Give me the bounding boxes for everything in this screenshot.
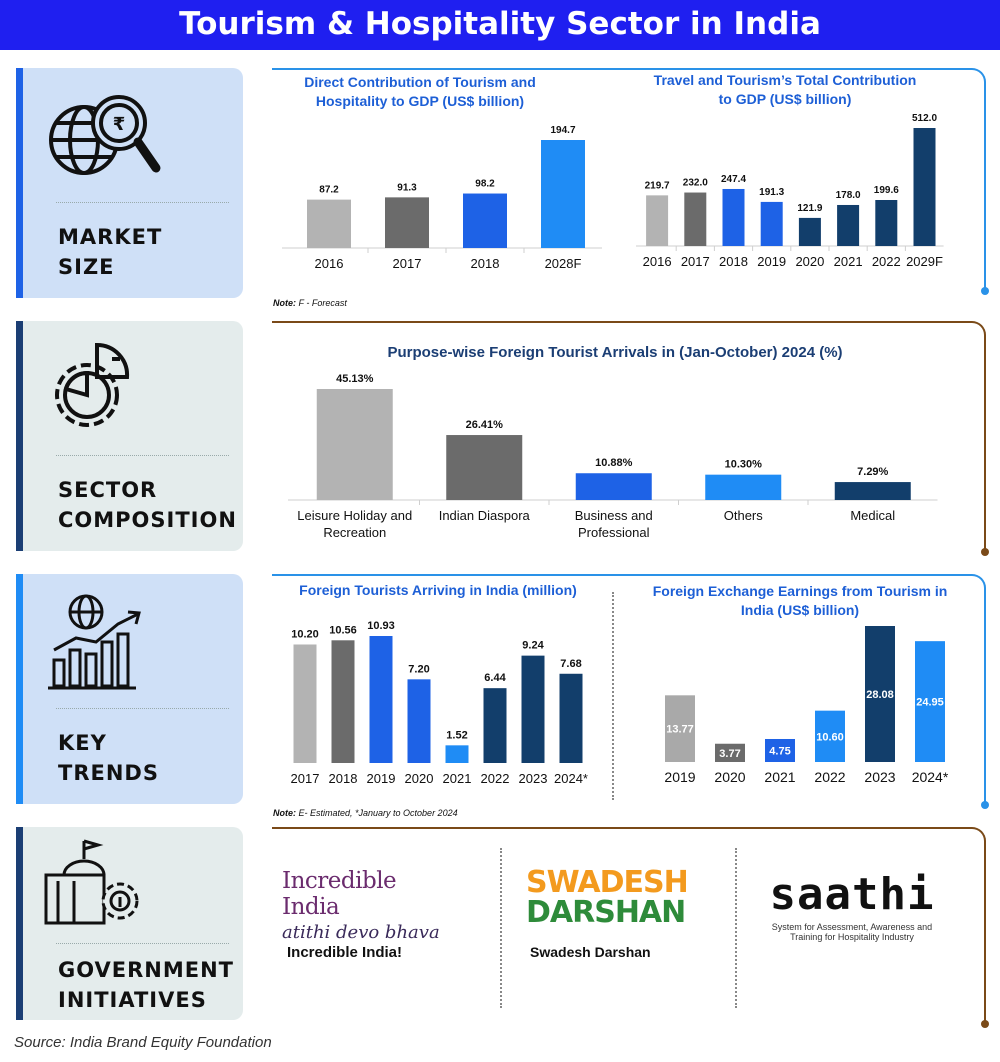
page-title: Tourism & Hospitality Sector in India <box>179 6 821 42</box>
saathi-logo-text: saathi <box>769 869 935 920</box>
data-label: 10.60 <box>816 731 844 744</box>
tick-label: 2023 <box>864 769 896 785</box>
tick-label: 2017 <box>392 256 422 271</box>
tick-label: 2022 <box>480 771 510 786</box>
data-label: 194.7 <box>550 125 576 136</box>
bar <box>307 200 351 248</box>
chart-title-forex-earnings <box>650 582 950 620</box>
data-label: 10.88% <box>595 457 633 470</box>
swadesh-darshan-caption: Swadesh Darshan <box>530 944 651 960</box>
chart-title-foreign-arrivals <box>282 581 594 600</box>
data-label: 178.0 <box>835 189 861 201</box>
bar <box>914 128 936 246</box>
row-divider <box>56 202 229 203</box>
bar <box>799 218 821 246</box>
data-label: 10.30% <box>724 458 762 471</box>
tick-label: 2016 <box>642 254 672 269</box>
data-label: 7.29% <box>857 466 889 479</box>
swadesh-logo-text: SWADESH <box>526 865 688 900</box>
data-label: 121.9 <box>797 202 823 214</box>
atithi-devo-bhava-text: atithi devo bhava <box>282 922 440 943</box>
incredible-india-logo-text: Incredible India <box>282 868 397 920</box>
row-panel-key-trends <box>16 574 243 804</box>
tick-label: 2022 <box>871 254 901 269</box>
row-label-sector-composition: SECTOR COMPOSITION <box>58 478 237 532</box>
tick-label: 2024* <box>911 769 949 785</box>
row-divider <box>56 943 229 944</box>
data-label: 7.20 <box>408 663 430 676</box>
bar <box>317 389 393 500</box>
tick-label: 2016 <box>314 256 344 271</box>
data-label: 6.44 <box>484 672 506 685</box>
globe-growth-bars-icon <box>46 592 156 692</box>
initiatives-divider-1 <box>500 848 502 1008</box>
row-label-key-trends: KEY TRENDS <box>58 731 159 785</box>
note-label: Note: <box>273 298 296 308</box>
row-divider <box>56 708 229 709</box>
svg-text:₹: ₹ <box>112 114 126 135</box>
bar <box>370 636 393 763</box>
row-accent <box>16 321 23 551</box>
saathi-tagline-line2: Training for Hospitality Industry <box>790 932 914 942</box>
tick-label: 2018 <box>470 256 500 271</box>
data-label: 512.0 <box>911 113 938 124</box>
data-label: 98.2 <box>475 178 495 190</box>
tick-label: Indian Diaspora <box>438 508 530 523</box>
bar <box>875 200 897 246</box>
purpose-arrivals-bar-chart <box>288 365 938 550</box>
row-accent <box>16 68 23 298</box>
foreign-arrivals-bar-chart <box>284 605 596 795</box>
data-label: 26.41% <box>465 419 503 432</box>
trends-divider <box>612 592 614 800</box>
forex-earnings-bar-chart <box>655 620 960 795</box>
data-label: 199.6 <box>873 184 899 196</box>
tick-label: 2028F <box>544 256 582 271</box>
chart-title-line: Purpose-wise Foreign Tourist Arrivals in (Jan-October) 2024 (%) <box>387 344 843 361</box>
gear-pie-chart-icon <box>42 337 152 447</box>
row-divider <box>56 455 229 456</box>
darshan-logo-text: DARSHAN <box>526 895 686 930</box>
tick-label: 2023 <box>518 771 548 786</box>
tick-label: 2022 <box>814 769 846 785</box>
bar <box>294 644 317 763</box>
chart-title-purpose-arrivals <box>300 343 930 362</box>
tick-label: 2017 <box>290 771 320 786</box>
tick-label: 2019 <box>366 771 396 786</box>
row-label-market-size: MARKET SIZE <box>58 225 163 279</box>
data-label: 247.4 <box>720 173 747 185</box>
data-label: 10.93 <box>367 620 395 632</box>
data-label: 7.68 <box>560 657 582 670</box>
tick-label: Leisure Holiday and <box>297 508 413 523</box>
bar <box>684 193 706 246</box>
tick-label: 2021 <box>764 769 796 785</box>
tick-label: Recreation <box>323 525 387 540</box>
data-label: 219.7 <box>644 180 670 192</box>
chart-title-line: Travel and Tourism’s Total Contribution <box>653 72 917 88</box>
bar <box>705 475 781 500</box>
chart-title-total-gdp <box>640 71 930 109</box>
data-label: 232.0 <box>682 177 708 189</box>
note-text: F - Forecast <box>296 298 347 308</box>
total-gdp-bar-chart <box>636 110 946 285</box>
chart-title-line: Foreign Tourists Arriving in India (million) <box>299 582 577 598</box>
bar <box>385 197 429 248</box>
tick-label: 2020 <box>714 769 746 785</box>
bar <box>560 674 583 763</box>
note-label: Note: <box>273 808 296 818</box>
swadesh-darshan-logo <box>526 865 688 930</box>
bar <box>484 688 507 763</box>
bar <box>646 195 668 246</box>
row-accent <box>16 574 23 804</box>
tick-label: 2029F <box>906 254 943 269</box>
bar <box>541 140 585 248</box>
bar <box>446 745 469 763</box>
note-text: E- Estimated, *January to October 2024 <box>296 808 458 818</box>
incredible-india-logo <box>282 868 457 943</box>
key-trends-note <box>273 808 458 818</box>
data-label: 10.20 <box>291 628 319 641</box>
tick-label: 2024* <box>554 771 588 786</box>
chart-title-line: Hospitality to GDP (US$ billion) <box>315 93 525 109</box>
saathi-logo <box>752 869 952 942</box>
bar <box>332 640 355 763</box>
bar <box>576 473 652 500</box>
data-label: 28.08 <box>866 689 894 701</box>
tick-label: 2018 <box>719 254 748 269</box>
chart-title-line: India (US$ billion) <box>740 602 860 618</box>
data-label: 3.77 <box>719 747 741 760</box>
bar <box>761 202 783 246</box>
incredible-india-caption: Incredible India! <box>287 944 403 961</box>
tick-label: 2018 <box>328 771 358 786</box>
bar <box>723 189 745 246</box>
chart-title-line: Foreign Exchange Earnings from Tourism in <box>652 583 948 599</box>
market-size-note <box>273 298 347 308</box>
bar <box>463 194 507 248</box>
data-label: 4.75 <box>769 745 791 758</box>
saathi-tagline-line1: System for Assessment, Awareness and <box>771 922 933 932</box>
data-label: 13.77 <box>666 723 694 736</box>
tick-label: 2021 <box>833 254 863 269</box>
data-label: 10.56 <box>329 624 357 637</box>
globe-rupee-magnifier-icon <box>44 88 174 203</box>
row-panel-market-size <box>16 68 243 298</box>
bar <box>446 435 522 500</box>
row-label-government-initiatives: GOVERNMENT INITIATIVES <box>58 958 235 1012</box>
data-label: 1.52 <box>446 729 468 742</box>
tick-label: Others <box>723 508 763 523</box>
tick-label: Business and <box>574 508 653 523</box>
tick-label: 2019 <box>757 254 787 269</box>
data-label: 87.2 <box>319 184 339 196</box>
tick-label: 2021 <box>442 771 472 786</box>
data-label: 45.13% <box>336 373 374 385</box>
bar <box>522 656 545 763</box>
bar <box>837 205 859 246</box>
data-label: 24.95 <box>916 696 944 709</box>
data-label: 191.3 <box>759 186 785 198</box>
chart-title-direct-gdp <box>290 73 550 111</box>
title-bar <box>0 0 1000 50</box>
bar <box>835 482 911 500</box>
data-label: 9.24 <box>522 639 544 652</box>
data-label: 91.3 <box>397 182 417 194</box>
direct-gdp-bar-chart <box>282 110 612 285</box>
tick-label: Professional <box>577 525 650 540</box>
tick-label: Medical <box>850 508 896 523</box>
chart-title-line: Direct Contribution of Tourism and <box>304 74 536 90</box>
bar <box>408 679 431 763</box>
chart-title-line: to GDP (US$ billion) <box>718 91 852 107</box>
government-building-gear-icon <box>42 837 152 927</box>
tick-label: 2017 <box>680 254 710 269</box>
row-accent <box>16 827 23 1020</box>
row-panel-government-initiatives <box>16 827 243 1020</box>
row-panel-sector-composition <box>16 321 243 551</box>
source-note: Source: India Brand Equity Foundation <box>14 1034 272 1051</box>
tick-label: 2020 <box>795 254 825 269</box>
tick-label: 2020 <box>404 771 434 786</box>
initiatives-divider-2 <box>735 848 737 1008</box>
tick-label: 2019 <box>664 769 696 785</box>
